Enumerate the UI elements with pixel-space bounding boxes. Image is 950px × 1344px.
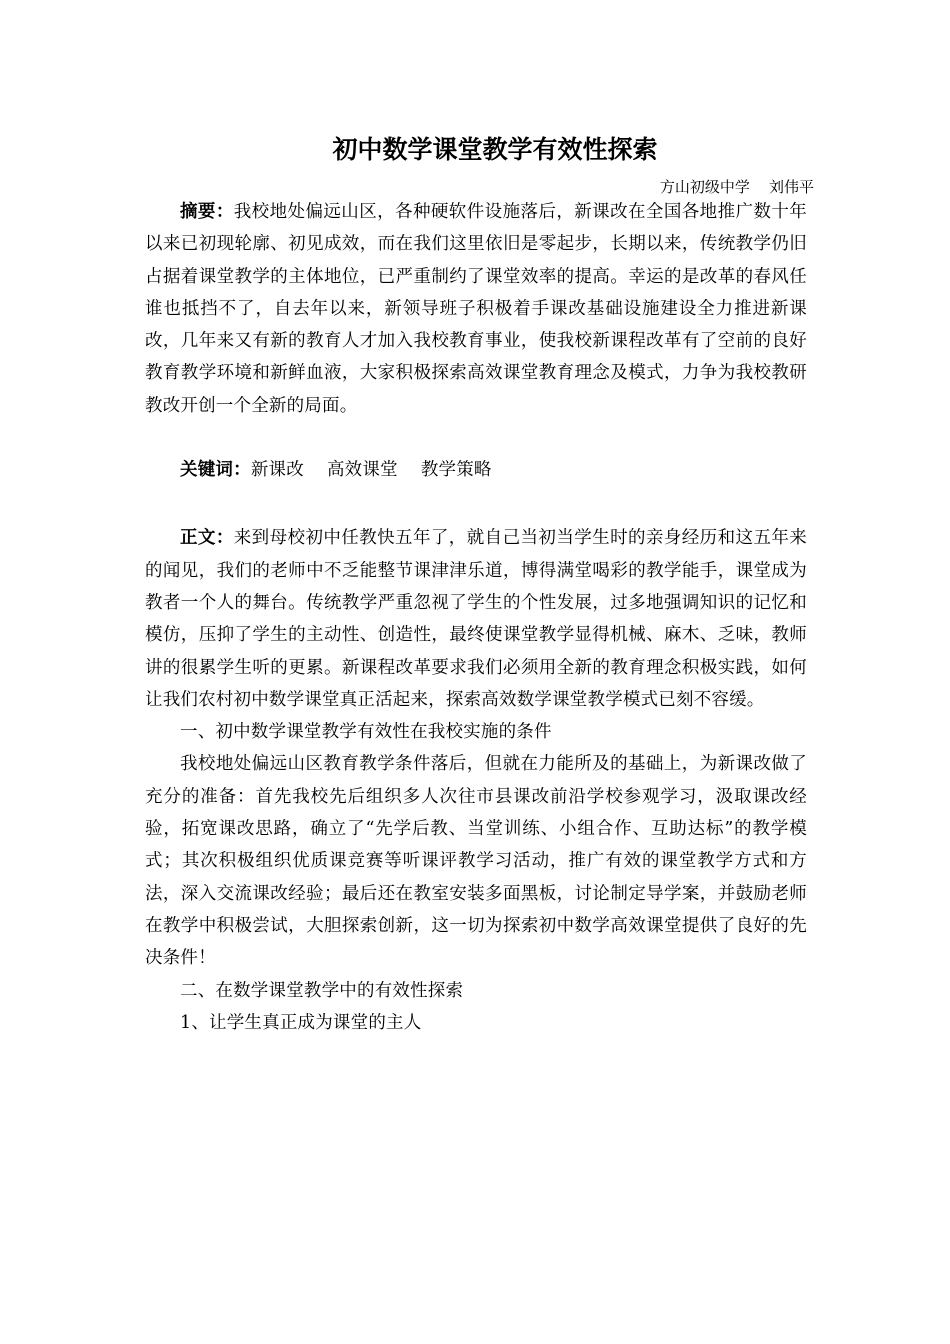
main-text-paragraph [145,522,807,716]
abstract-text: 我校地处偏远山区，各种硬软件设施落后，新课改在全国各地推广数十年以来已初现轮廓、初见成效，而在我们这里依旧是零起步，长期以来，传统教学仍旧占据着课堂教学的主体地位，已严重制约了课堂效率的提高。幸运的是改革的春风任谁也抵挡不了，自去年以来，新领导班子积极着手课改基础设施建设全力推进新课改，几年来又有新的教育人才加入我校教育事业，使我校新课程改革有了空前的良好教育教学环境和新鲜血液，大家积极探索高效课堂教育理念及模式，力争为我校教研教改开创一个全新的局面。 [145,202,807,416]
section2-heading: 二、在数学课堂教学中的有效性探索 [180,980,464,1001]
main-text-label: 正文： [180,528,234,549]
author-line: 方山初级中学 刘伟平 [659,178,814,196]
subsection1-heading: 1、让学生真正成为课堂的主人 [180,1012,422,1033]
keywords-text: 新课改 高效课堂 教学策略 [250,460,492,481]
section1-paragraph: 我校地处偏远山区教育教学条件落后，但就在力能所及的基础上，为新课改做了充分的准备：首先我校先后组织多人次往市县课改前沿学校参观学习，汲取课改经验，拓宽课改思路，确立了“先学后教、当堂训练、小组合作、互助达标”的教学模式；其次积极组织优质课竞赛等听课评教学习活动，推广有效的课堂教学方式和方法，深入交流课改经验；最后还在教室安装多面黑板，讨论制定导学案，并鼓励老师在教学中积极尝试，大胆探索创新，这一切为探索初中数学高效课堂提供了良好的先决条件！ [145,754,807,969]
section1-heading: 一、初中数学课堂教学有效性在我校实施的条件 [180,722,552,743]
abstract-paragraph [145,196,807,422]
keywords-label: 关键词： [180,460,251,481]
main-text-body: 来到母校初中任教快五年了，就自己当初当学生时的亲身经历和这五年来的闻见，我们的老师中不乏能整节课津津乐道，博得满堂喝彩的教学能手，课堂成为教者一个人的舞台。传统教学严重忽视了学生的个性发展，过多地强调知识的记忆和模仿，压抑了学生的主动性、创造性，最终使课堂教学显得机械、麻木、乏味，教师讲的很累学生听的更累。新课程改革要求我们必须用全新的教育理念积极实践，如何让我们农村初中数学课堂真正活起来，探索高效数学课堂教学模式已刻不容缓。 [145,528,807,710]
document-body [145,196,807,1039]
document-title: 初中数学课堂教学有效性探索 [332,135,658,164]
keywords-paragraph [145,454,807,486]
abstract-label: 摘要： [180,202,234,222]
